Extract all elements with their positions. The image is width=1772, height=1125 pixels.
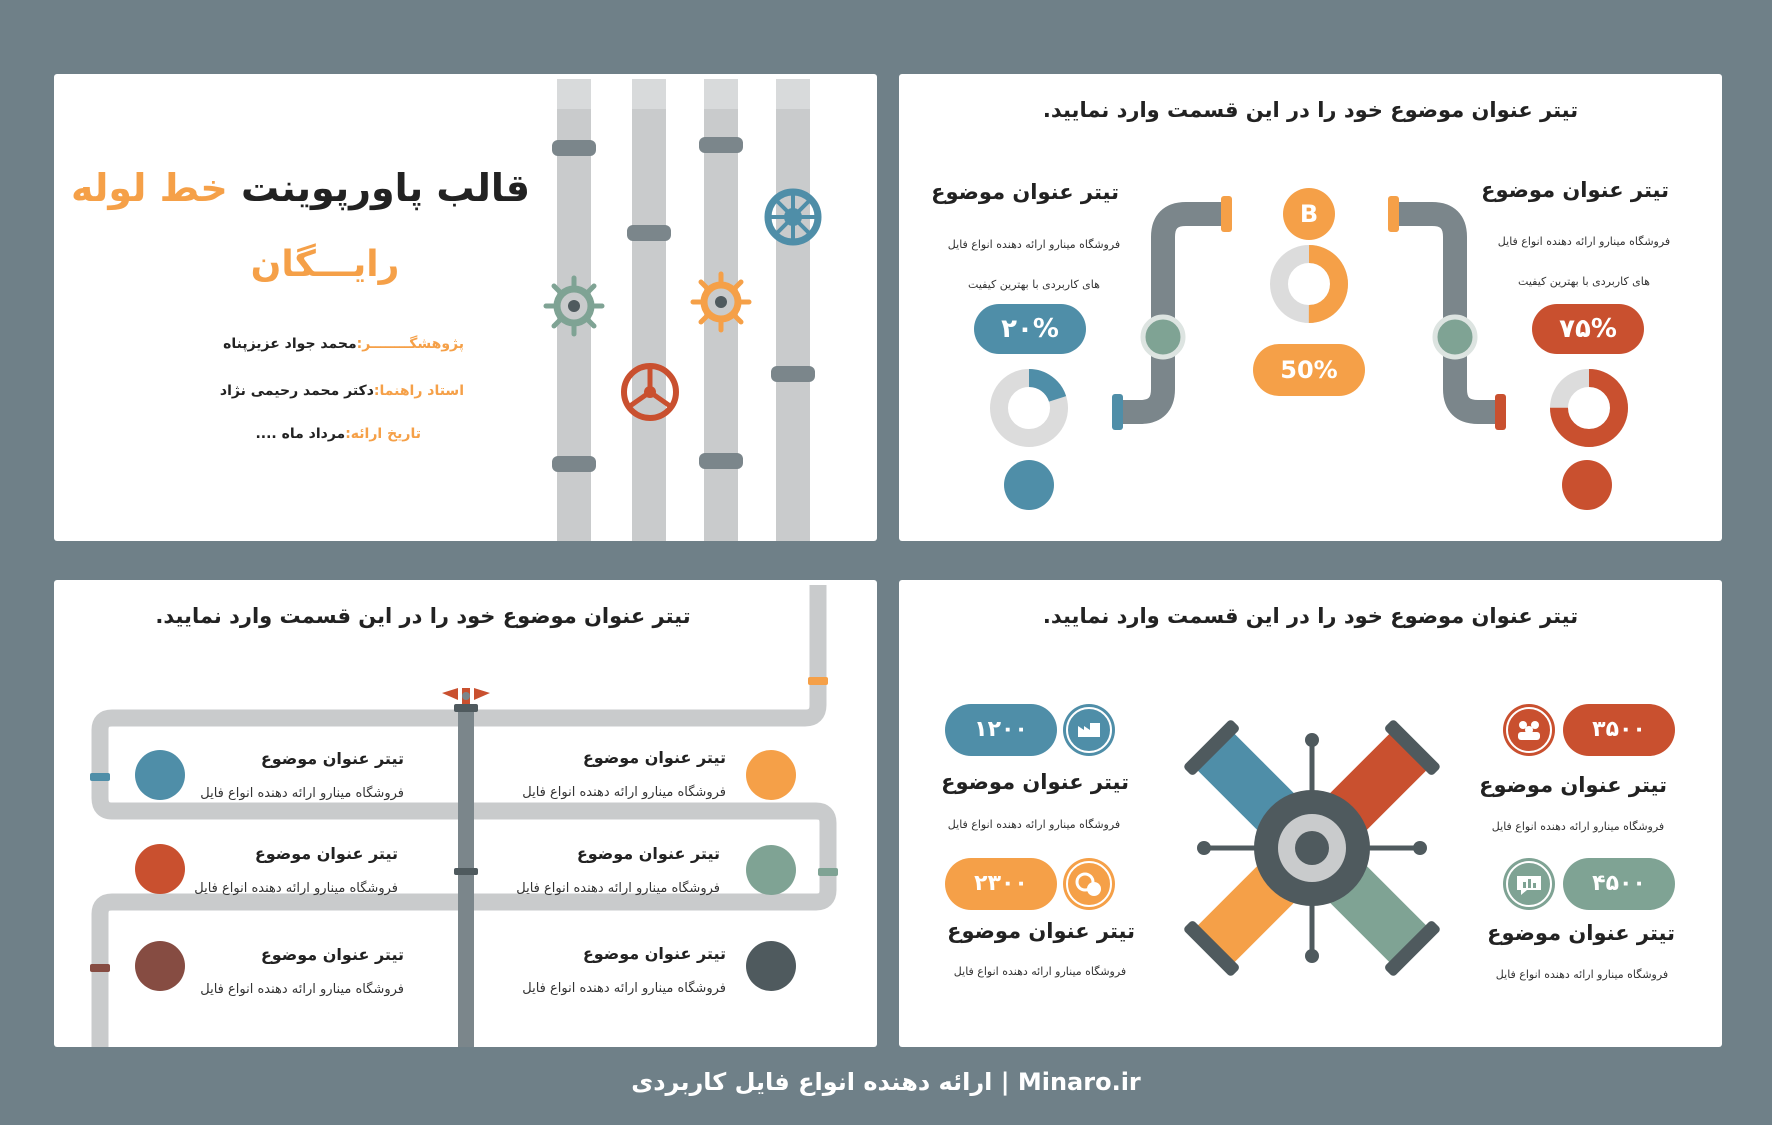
item-dot-5 [746, 845, 796, 895]
slide-pipeline-list [54, 580, 877, 1047]
stat-pill-3: ۳۵۰۰ [1563, 704, 1675, 756]
people-icon [1503, 704, 1555, 756]
right-dot [1562, 460, 1612, 510]
stat-title-4: تیتر عنوان موضوع [1487, 921, 1675, 945]
item-title-1: تیتر عنوان موضوع [260, 749, 404, 768]
item-dot-3 [135, 941, 185, 991]
item-text-6: فروشگاه مینارو ارائه دهنده انواع فایل [522, 981, 726, 996]
donut-center [1279, 254, 1339, 314]
percent-pill-right: ۷۵% [1532, 304, 1644, 354]
item-text-1: فروشگاه مینارو ارائه دهنده انواع فایل [200, 786, 404, 801]
sun-gear-icon [693, 274, 749, 330]
left-dot [1004, 460, 1054, 510]
stat-pill-1: ۱۲۰۰ [945, 704, 1057, 756]
stat-text-4: فروشگاه مینارو ارائه دهنده انواع فایل [1495, 968, 1669, 981]
slide-header: تیتر عنوان موضوع خود را در این قسمت وارد نمایید. [1042, 604, 1579, 628]
researcher-line: پژوهشگــــــــر:محمد جواد عزیزپناه [223, 336, 464, 352]
item-text-2: فروشگاه مینارو ارائه دهنده انواع فایل [194, 881, 398, 896]
footer-site[interactable]: Minaro.ir [1017, 1068, 1141, 1096]
left-title: تیتر عنوان موضوع [931, 180, 1119, 204]
footer-separator: | [1000, 1068, 1010, 1096]
main-title: قالب پاورپوینت خط لوله [71, 166, 530, 210]
stat-pill-4: ۴۵۰۰ [1563, 858, 1675, 910]
stat-title-1: تیتر عنوان موضوع [941, 770, 1129, 794]
slide-title [54, 74, 877, 541]
slide-percentages [899, 74, 1722, 541]
footer [0, 1068, 1772, 1096]
stat-title-2: تیتر عنوان موضوع [947, 919, 1135, 943]
slide-header: تیتر عنوان موضوع خود را در این قسمت وارد نمایید. [1042, 98, 1579, 122]
item-title-5: تیتر عنوان موضوع [576, 844, 720, 863]
badge-b: B [1283, 188, 1335, 240]
date-line: تاریخ ارائه:مرداد ماه .... [255, 426, 421, 442]
item-dot-2 [135, 844, 185, 894]
percent-pill-center: 50% [1253, 344, 1365, 396]
donut-left [999, 378, 1059, 438]
right-title: تیتر عنوان موضوع [1481, 178, 1669, 202]
stat-pill-2: ۲۳۰۰ [945, 858, 1057, 910]
item-dot-1 [135, 750, 185, 800]
item-title-2: تیتر عنوان موضوع [254, 844, 398, 863]
pipe-valve-wheel-icon [768, 192, 818, 242]
item-dot-4 [746, 750, 796, 800]
factory-icon [1063, 704, 1115, 756]
pipes-illustration [54, 74, 877, 541]
donut-right [1559, 378, 1619, 438]
left-text-1: فروشگاه مینارو ارائه دهنده انواع فایل [947, 238, 1121, 251]
coins-icon [1063, 858, 1115, 910]
subtitle: رایـــگان [250, 244, 400, 285]
right-text-2: های کاربردی با بهترین کیفیت [1518, 275, 1650, 288]
slide-stats [899, 580, 1722, 1047]
stat-text-1: فروشگاه مینارو ارائه دهنده انواع فایل [947, 818, 1121, 831]
stat-text-2: فروشگاه مینارو ارائه دهنده انواع فایل [953, 965, 1127, 978]
slide-header: تیتر عنوان موضوع خود را در این قسمت وارد نمایید. [155, 604, 691, 628]
item-text-4: فروشگاه مینارو ارائه دهنده انواع فایل [522, 785, 726, 800]
item-title-6: تیتر عنوان موضوع [582, 944, 726, 963]
item-dot-6 [746, 941, 796, 991]
footer-tagline: ارائه دهنده انواع فایل کاربردی [631, 1068, 993, 1096]
item-text-5: فروشگاه مینارو ارائه دهنده انواع فایل [516, 881, 720, 896]
item-title-3: تیتر عنوان موضوع [260, 945, 404, 964]
left-text-2: های کاربردی با بهترین کیفیت [968, 278, 1100, 291]
stat-title-3: تیتر عنوان موضوع [1479, 773, 1667, 797]
item-title-4: تیتر عنوان موضوع [582, 748, 726, 767]
item-text-3: فروشگاه مینارو ارائه دهنده انواع فایل [200, 982, 404, 997]
right-text-1: فروشگاه مینارو ارائه دهنده انواع فایل [1497, 235, 1671, 248]
gear-icon [546, 278, 602, 334]
stat-text-3: فروشگاه مینارو ارائه دهنده انواع فایل [1491, 820, 1665, 833]
advisor-line: استاد راهنما:دکتر محمد رحیمی نژاد [219, 383, 464, 399]
chat-chart-icon [1503, 858, 1555, 910]
percent-pill-left: ۲۰% [974, 304, 1086, 354]
